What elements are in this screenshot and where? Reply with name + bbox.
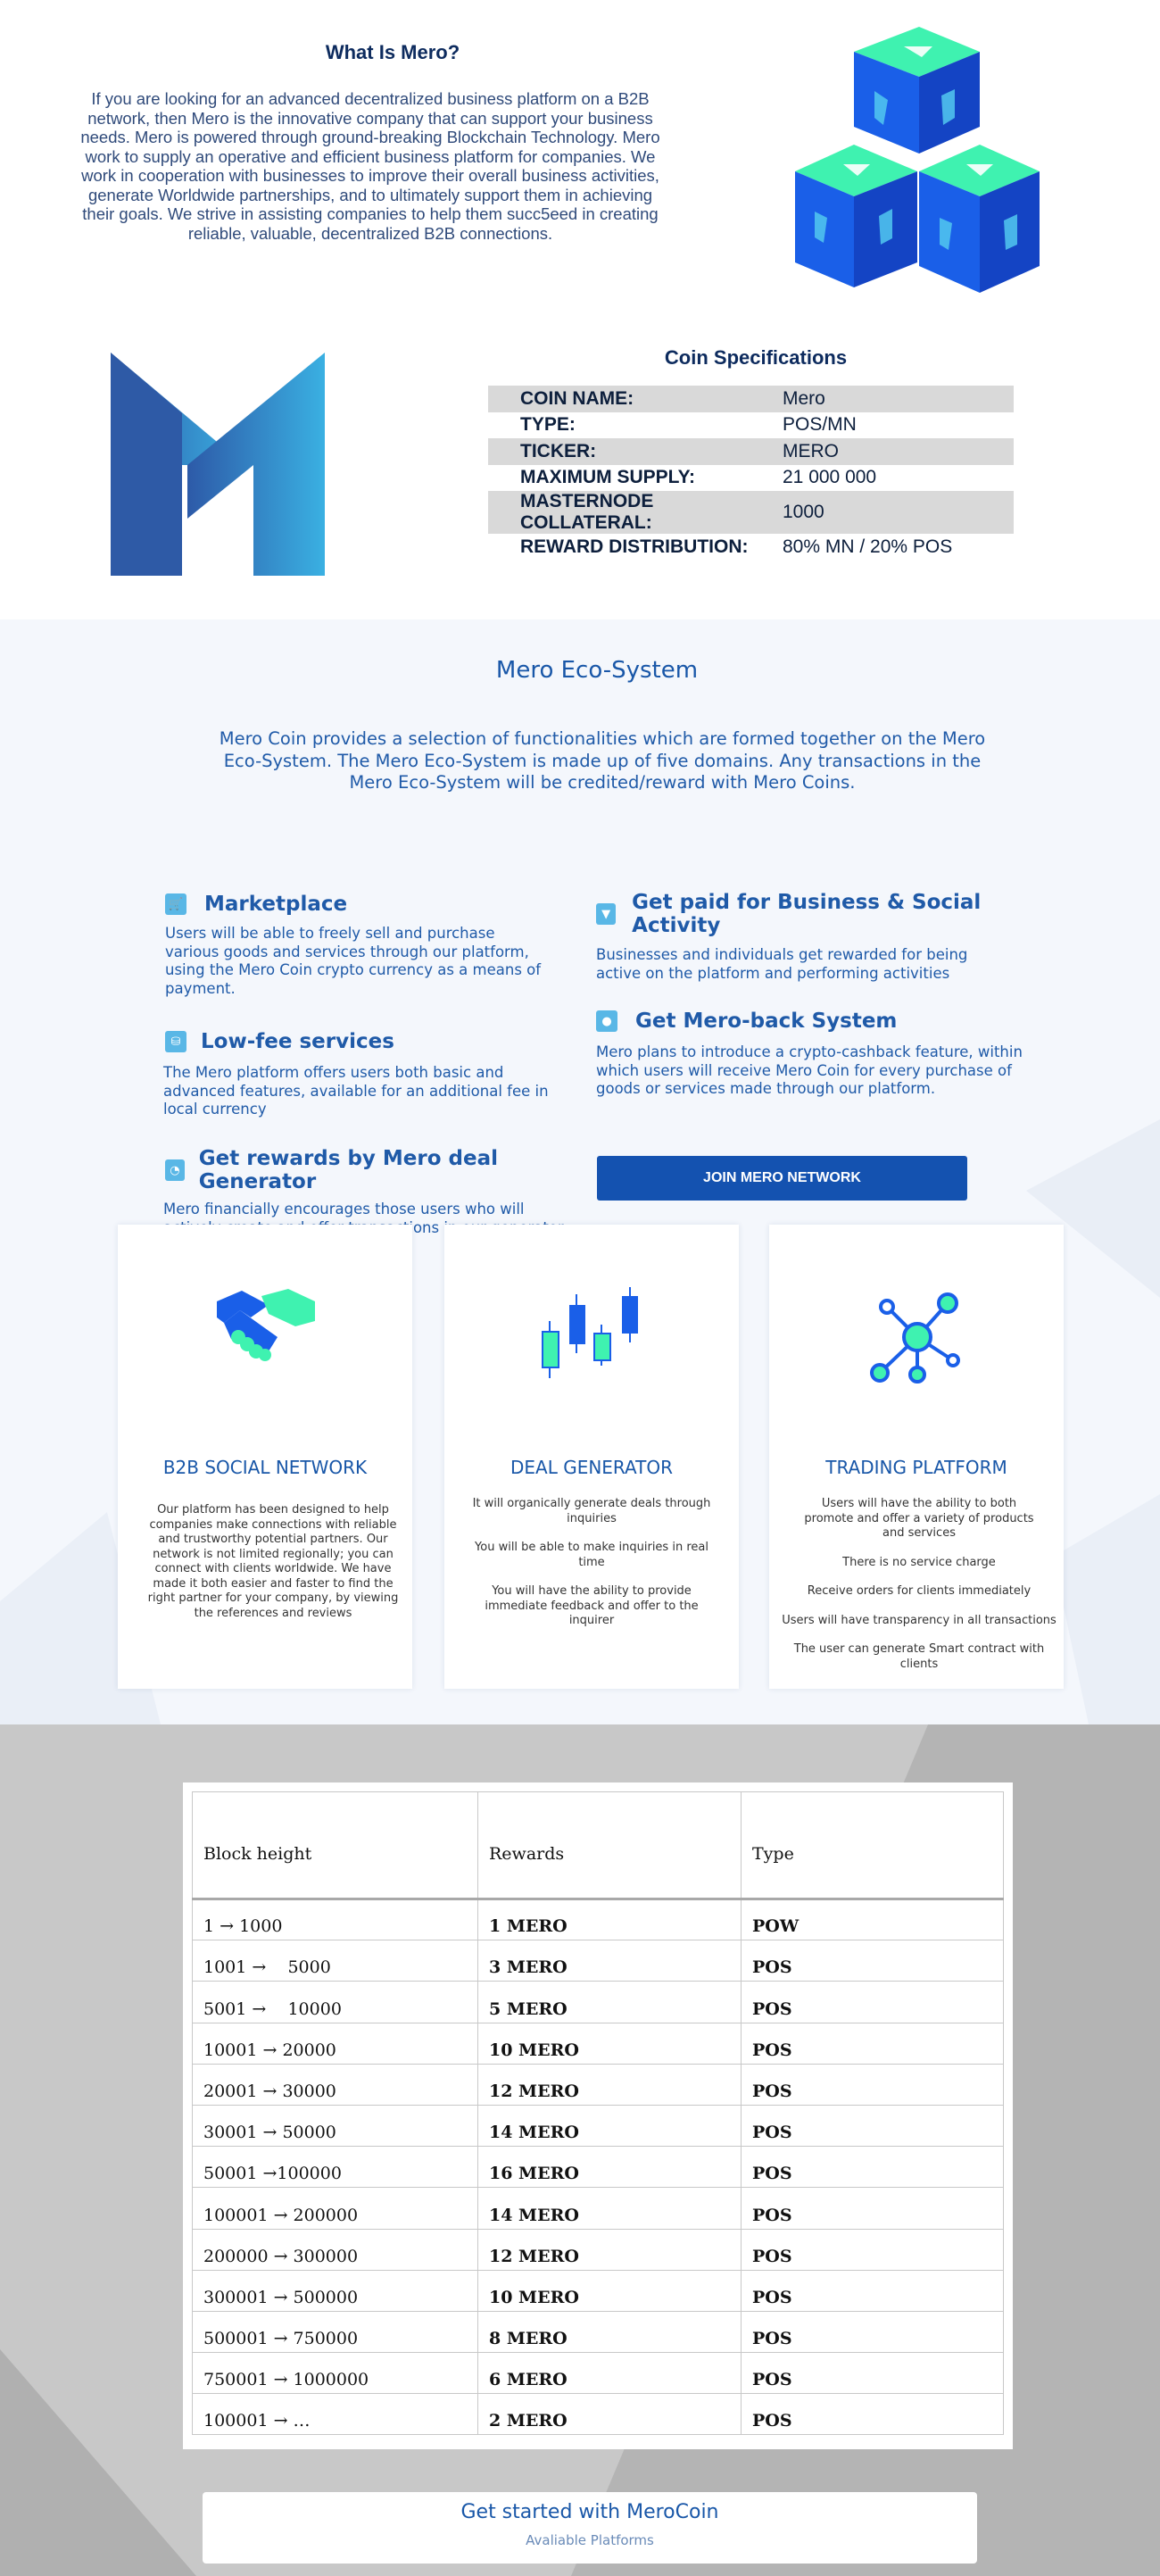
spec-key: TYPE:: [520, 414, 576, 436]
card-trading-platform: [769, 1225, 1064, 1689]
block-height-cell: 50001 →100000: [193, 2147, 478, 2188]
rewards-table-body: [193, 1899, 1004, 2435]
reward-cell: 12 MERO: [478, 2229, 742, 2270]
card-paragraph: You will be able to make inquiries in real time: [475, 1541, 708, 1569]
block-height-cell: 5001 → 10000: [193, 1982, 478, 2023]
type-cell: POS: [742, 2105, 1004, 2146]
feature-marketplace: [165, 893, 549, 998]
reward-cell: 12 MERO: [478, 2064, 742, 2105]
type-cell: POS: [742, 1940, 1004, 1982]
get-started-panel: [203, 2492, 977, 2564]
reward-cell: 10 MERO: [478, 2270, 742, 2311]
feature-text: Mero financially encourages those users who will: [163, 1201, 525, 1217]
mero-m-logo: [109, 351, 327, 577]
spec-value: Mero: [783, 386, 1014, 412]
type-cell: POS: [742, 2188, 1004, 2229]
card-b2b-social-network: [118, 1225, 412, 1689]
block-height-cell: 10001 → 20000: [193, 2023, 478, 2064]
block-height-cell: 100001 → …: [193, 2394, 478, 2435]
block-height-cell: 30001 → 50000: [193, 2105, 478, 2146]
type-cell: POS: [742, 2394, 1004, 2435]
available-platforms-link[interactable]: Avaliable Platforms: [526, 2532, 654, 2548]
card-title: TRADING PLATFORM: [825, 1457, 1007, 1478]
spec-row: [488, 412, 1014, 439]
column-header: Type: [742, 1792, 1004, 1899]
network-icon: [867, 1287, 967, 1387]
table-row: [193, 2394, 1004, 2435]
table-row: [193, 1899, 1004, 1940]
card-paragraph: It will organically generate deals through inquiries: [472, 1497, 711, 1525]
pie-icon: ◔: [165, 1159, 185, 1181]
type-cell: POS: [742, 2147, 1004, 2188]
table-row: [193, 2147, 1004, 2188]
feature-text: Users will be able to freely sell and purchase various goods and services through our platform, using the Mero Coin crypto currency as a means of payment.: [165, 925, 542, 997]
card-paragraph: Users will have the ability to both promote and offer a variety of products and services: [804, 1497, 1034, 1540]
rewards-table-container: [183, 1782, 1013, 2449]
type-cell: POW: [742, 1899, 1004, 1940]
feature-title: Get Mero-back System: [635, 1010, 898, 1033]
reward-cell: 14 MERO: [478, 2105, 742, 2146]
reward-cell: 8 MERO: [478, 2311, 742, 2352]
table-row: [193, 2188, 1004, 2229]
spec-key: TICKER:: [488, 438, 783, 465]
reward-cell: 3 MERO: [478, 1940, 742, 1982]
spec-row: [488, 465, 1014, 492]
type-cell: POS: [742, 2064, 1004, 2105]
reward-cell: 10 MERO: [478, 2023, 742, 2064]
reward-cell: 1 MERO: [478, 1899, 742, 1940]
spec-row: [488, 438, 1014, 465]
table-row: [193, 2064, 1004, 2105]
reward-cell: 5 MERO: [478, 1982, 742, 2023]
card-paragraph: You will have the ability to provide immediate feedback and offer to the inquirer: [485, 1584, 699, 1627]
block-height-cell: 1 → 1000: [193, 1899, 478, 1940]
spec-row: [488, 491, 1014, 534]
spec-key: REWARD DISTRIBUTION:: [520, 536, 749, 557]
card-paragraph: There is no service charge: [842, 1555, 996, 1569]
column-header: Block height: [193, 1792, 478, 1899]
type-cell: POS: [742, 2311, 1004, 2352]
table-row: [193, 2023, 1004, 2064]
spec-key: COIN NAME:: [488, 386, 783, 412]
spec-value: 21 000 000: [783, 467, 877, 488]
feature-get-paid: [596, 891, 1042, 983]
spec-value: 80% MN / 20% POS: [783, 536, 953, 557]
specs-table: [488, 386, 1014, 561]
join-network-button[interactable]: JOIN MERO NETWORK: [597, 1156, 967, 1201]
reward-cell: 14 MERO: [478, 2188, 742, 2229]
eco-title: Mero Eco-System: [495, 657, 699, 684]
type-cell: POS: [742, 2270, 1004, 2311]
card-paragraph: The user can generate Smart contract with clients: [793, 1642, 1045, 1671]
spec-value: 1000: [783, 491, 1014, 534]
table-row: [193, 2270, 1004, 2311]
card-title: B2B SOCIAL NETWORK: [162, 1457, 368, 1478]
card-text: [462, 1497, 721, 1643]
block-height-cell: 500001 → 750000: [193, 2311, 478, 2352]
feature-mero-back: [596, 1010, 1024, 1099]
feature-low-fee: [163, 1030, 574, 1119]
about-title: What Is Mero?: [325, 41, 460, 63]
table-row: [193, 2353, 1004, 2394]
spec-value: MERO: [783, 438, 1014, 465]
reward-cell: 6 MERO: [478, 2353, 742, 2394]
spec-row: [488, 534, 1014, 561]
spec-key: MAXIMUM SUPPLY:: [520, 467, 696, 488]
feature-rewards-generator: [163, 1147, 583, 1237]
card-paragraph: Our platform has been designed to help companies make connections with reliable and trustworthy potential partners. Our network is not limited regionally; you can connect with clients worldwide. We have made it both easier and faster to find the right partner for your company, by viewing the references and reviews: [147, 1503, 399, 1620]
rewards-table: [192, 1791, 1004, 2435]
block-height-cell: 750001 → 1000000: [193, 2353, 478, 2394]
eco-text: Mero Coin provides a selection of functionalities which are formed together on the Mero Eco-System. The Mero Eco-System is made up of five domains. Any transactions in the Mero Eco-System will be credited/reward with Mero Coins.: [219, 728, 986, 793]
cubes-logo: [790, 20, 1048, 298]
cart-icon: 🛒: [165, 893, 186, 915]
card-title: DEAL GENERATOR: [510, 1457, 674, 1478]
table-row: [193, 1982, 1004, 2023]
block-height-cell: 1001 → 5000: [193, 1940, 478, 1982]
card-paragraph: Receive orders for clients immediately: [807, 1584, 1032, 1598]
type-cell: POS: [742, 2229, 1004, 2270]
get-started-title[interactable]: Get started with MeroCoin: [460, 2501, 719, 2523]
table-row: [193, 2105, 1004, 2146]
type-cell: POS: [742, 1982, 1004, 2023]
specs-title: Coin Specifications: [664, 346, 848, 369]
table-header-row: [193, 1792, 1004, 1899]
card-text: [145, 1503, 402, 1635]
spec-value: POS/MN: [783, 414, 857, 436]
reward-cell: 16 MERO: [478, 2147, 742, 2188]
feature-title: Marketplace: [204, 893, 348, 916]
block-height-cell: 300001 → 500000: [193, 2270, 478, 2311]
basket-icon: ⛁: [165, 1031, 186, 1052]
feature-text: Mero plans to introduce a crypto-cashback feature, within which users will receive Mero Coin for every purchase of goods or services made through our platform.: [596, 1043, 1023, 1097]
feature-title: Get paid for Business & Social Activity: [632, 891, 982, 937]
card-text: [775, 1497, 1064, 1686]
card-deal-generator: [444, 1225, 739, 1689]
table-row: [193, 2311, 1004, 2352]
feature-title: Low-fee services: [201, 1030, 394, 1053]
spec-key: MASTERNODE COLLATERAL:: [488, 491, 783, 534]
feature-text: Businesses and individuals get rewarded for being active on the platform and performing activities: [596, 946, 968, 982]
reward-cell: 2 MERO: [478, 2394, 742, 2435]
spec-row: [488, 386, 1014, 412]
block-height-cell: 200000 → 300000: [193, 2229, 478, 2270]
about-text: If you are looking for an advanced decentralized business platform on a B2B network, then Mero is the innovative company that can support your business needs. Mero is powered through ground-breaking Blockchain Technology. Mero work to supply an operative and efficient business platform for companies. We work in cooperation with businesses to improve their overall business activities, generate Worldwide partnerships, and to ultimately support them in achieving their goals. We strive in assisting companies to help them succ5eed in creating reliable, valuable, decentralized B2B connections.: [80, 89, 660, 243]
coin-icon: ●: [596, 1010, 617, 1032]
type-cell: POS: [742, 2023, 1004, 2064]
filter-icon: ▼: [596, 903, 616, 925]
handshake-icon: [215, 1287, 315, 1364]
feature-text: The Mero platform offers users both basic and advanced features, available for an additional fee in local currency: [163, 1064, 549, 1118]
card-paragraph: Users will have transparency in all transactions: [782, 1613, 1056, 1627]
block-height-cell: 20001 → 30000: [193, 2064, 478, 2105]
candlestick-icon: [541, 1285, 642, 1378]
column-header: Rewards: [478, 1792, 742, 1899]
table-row: [193, 1940, 1004, 1982]
table-row: [193, 2229, 1004, 2270]
feature-title: Get rewards by Mero deal Generator: [198, 1147, 499, 1193]
block-height-cell: 100001 → 200000: [193, 2188, 478, 2229]
type-cell: POS: [742, 2353, 1004, 2394]
